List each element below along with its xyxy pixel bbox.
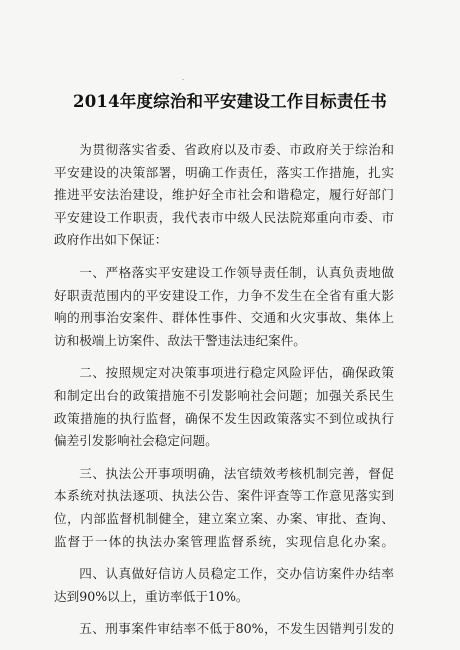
document-body bbox=[54, 139, 394, 641]
text-line: 平安建设工作职责，我代表市中级人民法院郑重向市委、市 bbox=[54, 209, 394, 225]
text-line: 政策措施的执行监督，确保不发生因政策落实不到位或执行 bbox=[54, 410, 394, 426]
text-line: 三、执法公开事项明确，法官绩效考核机制完善，督促 bbox=[79, 465, 394, 481]
text-line: 访和极端上访案件、敌法干警违法违纪案件。 bbox=[54, 332, 306, 348]
text-line: 平安建设的决策部署，明确工作责任，落实工作措施，扎实 bbox=[54, 164, 394, 180]
text-line: 监督于一体的执法办案管理监督系统，实现信息化办案。 bbox=[54, 533, 394, 549]
text-line: 好职责范围内的平安建设工作，力争不发生在全省有重大影 bbox=[54, 287, 394, 303]
text-line: 政府作出如下保证： bbox=[54, 232, 168, 248]
text-line: 本系统对执法逐项、执法公告、案件评查等工作意见落实到 bbox=[54, 488, 394, 504]
text-line: 一、严格落实平安建设工作领导责任制，认真负责地做 bbox=[79, 264, 394, 280]
text-line: 和制定出台的政策措施不引发影响社会问题；加强关系民生 bbox=[54, 387, 394, 403]
text-line: 五、刑事案件审结率不低于80%，不发生因错判引发的 bbox=[79, 621, 394, 637]
text-line: 位，内部监督机制健全，建立案立案、办案、审批、查询、 bbox=[54, 510, 394, 526]
paragraph-4 bbox=[54, 563, 394, 608]
paragraph-intro bbox=[54, 139, 394, 252]
paragraph-2 bbox=[54, 362, 394, 452]
document-title: 2014年度综治和平安建设工作目标责任书 bbox=[73, 92, 387, 111]
text-line: 为贯彻落实省委、省政府以及市委、市政府关于综治和 bbox=[79, 142, 394, 157]
paragraph-3 bbox=[54, 463, 394, 553]
text-line: 二、按照规定对决策事项进行稳定风险评估，确保政策 bbox=[79, 365, 394, 381]
paragraph-5 bbox=[54, 618, 394, 641]
text-line: 响的刑事治安案件、群体性事件、交通和火灾事故、集体上 bbox=[54, 310, 394, 326]
text-line: 偏差引发影响社会稳定问题。 bbox=[54, 433, 218, 449]
text-line: 推进平安法治建设，维护好全市社会和谐稳定，履行好部门 bbox=[54, 187, 394, 203]
text-line: 达到90%以上，重访率低于10%。 bbox=[54, 588, 249, 604]
page-mark: · bbox=[182, 76, 185, 84]
paragraph-1 bbox=[54, 262, 394, 352]
text-line: 四、认真做好信访人员稳定工作，交办信访案件办结率 bbox=[79, 566, 394, 582]
